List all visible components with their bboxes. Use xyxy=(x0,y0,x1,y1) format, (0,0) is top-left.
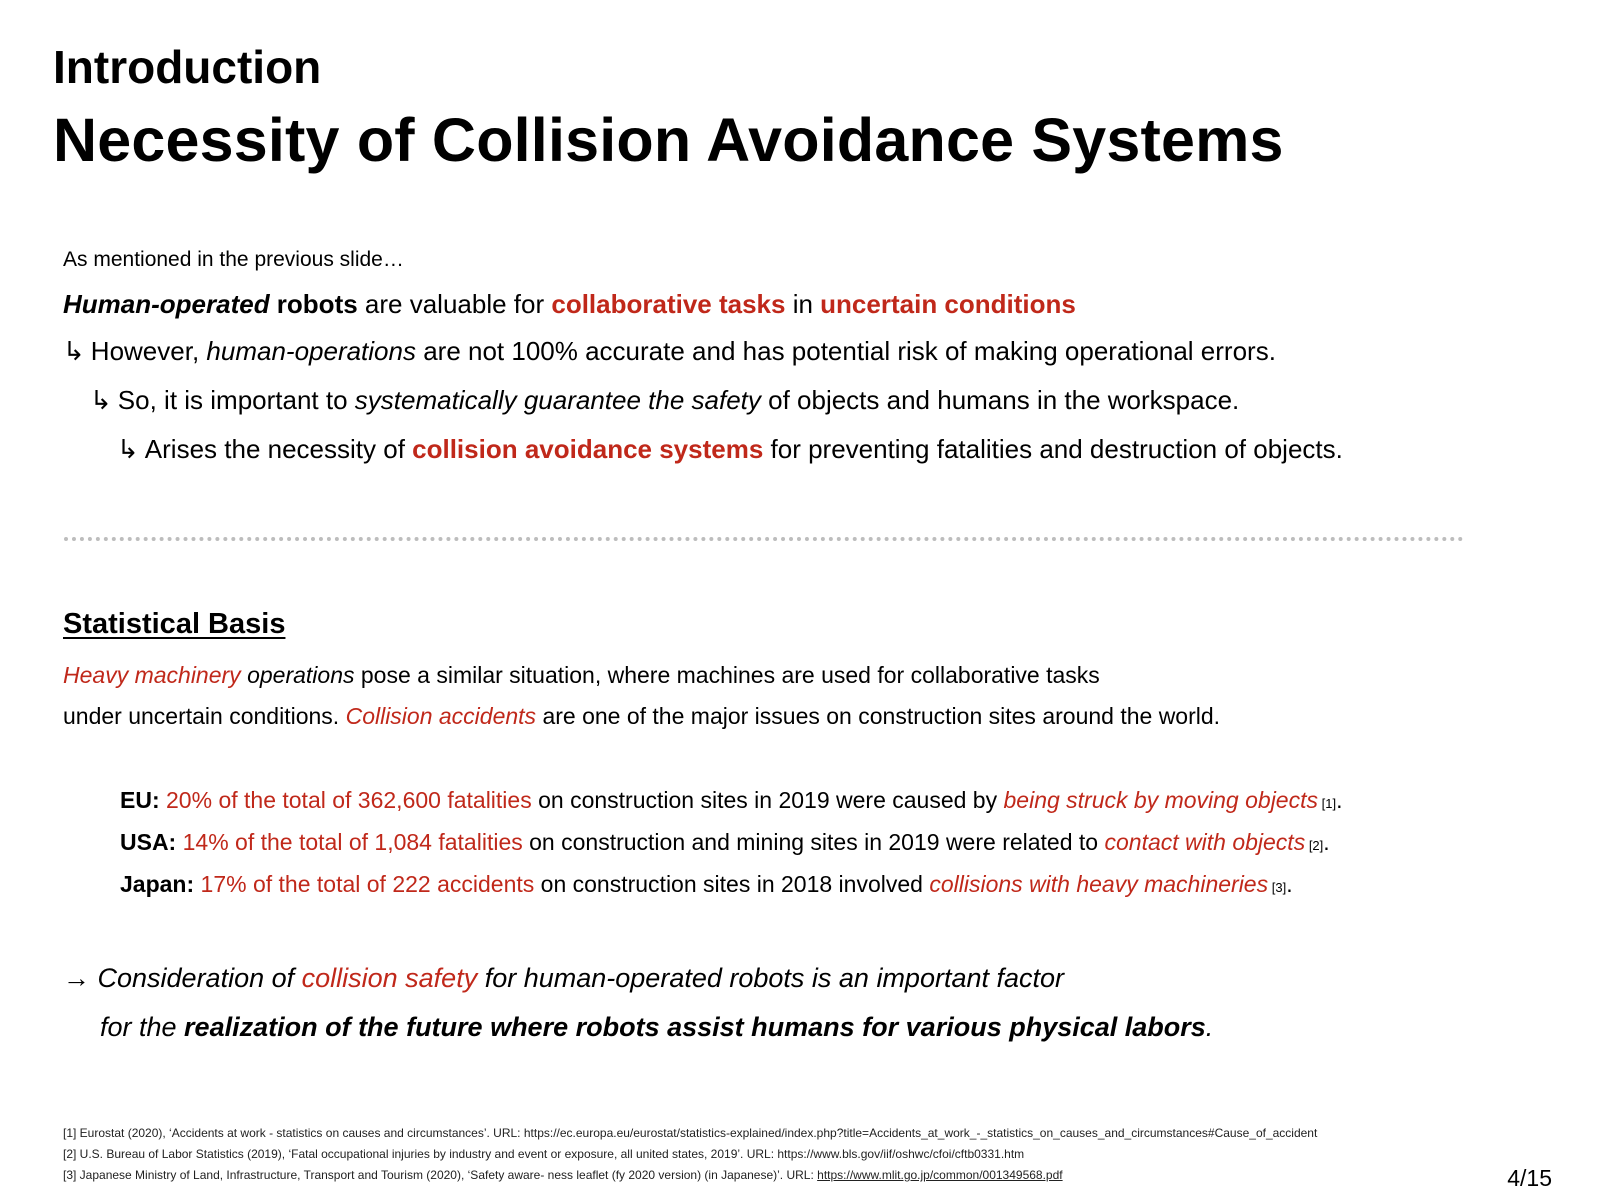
footnote-3-link[interactable]: https://www.mlit.go.jp/common/001349568.pdf xyxy=(817,1168,1063,1182)
page-number: 4/15 xyxy=(1507,1165,1552,1191)
intro-note: As mentioned in the previous slide… xyxy=(63,248,404,271)
return-arrow-icon: ↳ xyxy=(117,434,139,464)
intro-line-2: ↳ However, human-operations are not 100% accurate and has potential risk of making operational errors. xyxy=(63,336,1276,366)
citation-ref: [2] xyxy=(1305,838,1324,853)
intro-line-1: Human-operated robots are valuable for collaborative tasks in uncertain conditions xyxy=(63,289,1076,319)
footnote-2: [2] U.S. Bureau of Labor Statistics (2019), ‘Fatal occupational injuries by industry and event or exposure, all united states, 2019’. URL: https://www.bls.gov/iif/oshwc/cfoi/cftb0331.htm xyxy=(63,1147,1025,1161)
stats-paragraph-line-1: Heavy machinery operations pose a similar situation, where machines are used for collaborative tasks xyxy=(63,662,1100,688)
section-title: Introduction xyxy=(53,41,322,93)
slide-title: Necessity of Collision Avoidance Systems xyxy=(53,106,1284,174)
return-arrow-icon: ↳ xyxy=(90,385,112,415)
stat-eu: EU: 20% of the total of 362,600 fatalities on construction sites in 2019 were caused by being struck by moving objects [1]. xyxy=(120,787,1343,813)
dotted-divider xyxy=(64,537,1464,541)
intro-line-4: ↳ Arises the necessity of collision avoidance systems for preventing fatalities and destruction of objects. xyxy=(117,434,1343,464)
conclusion-line-1: → Consideration of collision safety for human-operated robots is an important factor xyxy=(63,963,1065,993)
conclusion-line-2: for the realization of the future where robots assist humans for various physical labors. xyxy=(100,1012,1214,1042)
stats-paragraph-line-2: under uncertain conditions. Collision accidents are one of the major issues on construction sites around the world. xyxy=(63,703,1221,729)
return-arrow-icon: ↳ xyxy=(63,336,85,366)
citation-ref: [1] xyxy=(1318,796,1337,811)
citation-ref: [3] xyxy=(1268,880,1287,895)
right-arrow-icon: → xyxy=(63,963,90,993)
stat-japan: Japan: 17% of the total of 222 accidents on construction sites in 2018 involved collisions with heavy machineries [3]. xyxy=(120,871,1293,897)
statistical-basis-heading: Statistical Basis xyxy=(63,608,286,640)
stat-usa: USA: 14% of the total of 1,084 fatalities on construction and mining sites in 2019 were related to contact with objects [2]. xyxy=(120,829,1330,855)
footnote-1: [1] Eurostat (2020), ‘Accidents at work - statistics on causes and circumstances’. URL: https://ec.europa.eu/eurostat/statistics-explained/index.php?title=Accidents_at_work_-_statistics_on_causes_and_circumstances#Cause_of_accident xyxy=(63,1126,1318,1140)
intro-line-3: ↳ So, it is important to systematically guarantee the safety of objects and humans in the workspace. xyxy=(90,385,1240,415)
footnote-3: [3] Japanese Ministry of Land, Infrastructure, Transport and Tourism (2020), ‘Safety aware- ness leaflet (fy 2020 version) (in Japanese)’. URL: https://www.mlit.go.jp/common/001349568.pdf xyxy=(63,1168,1063,1182)
